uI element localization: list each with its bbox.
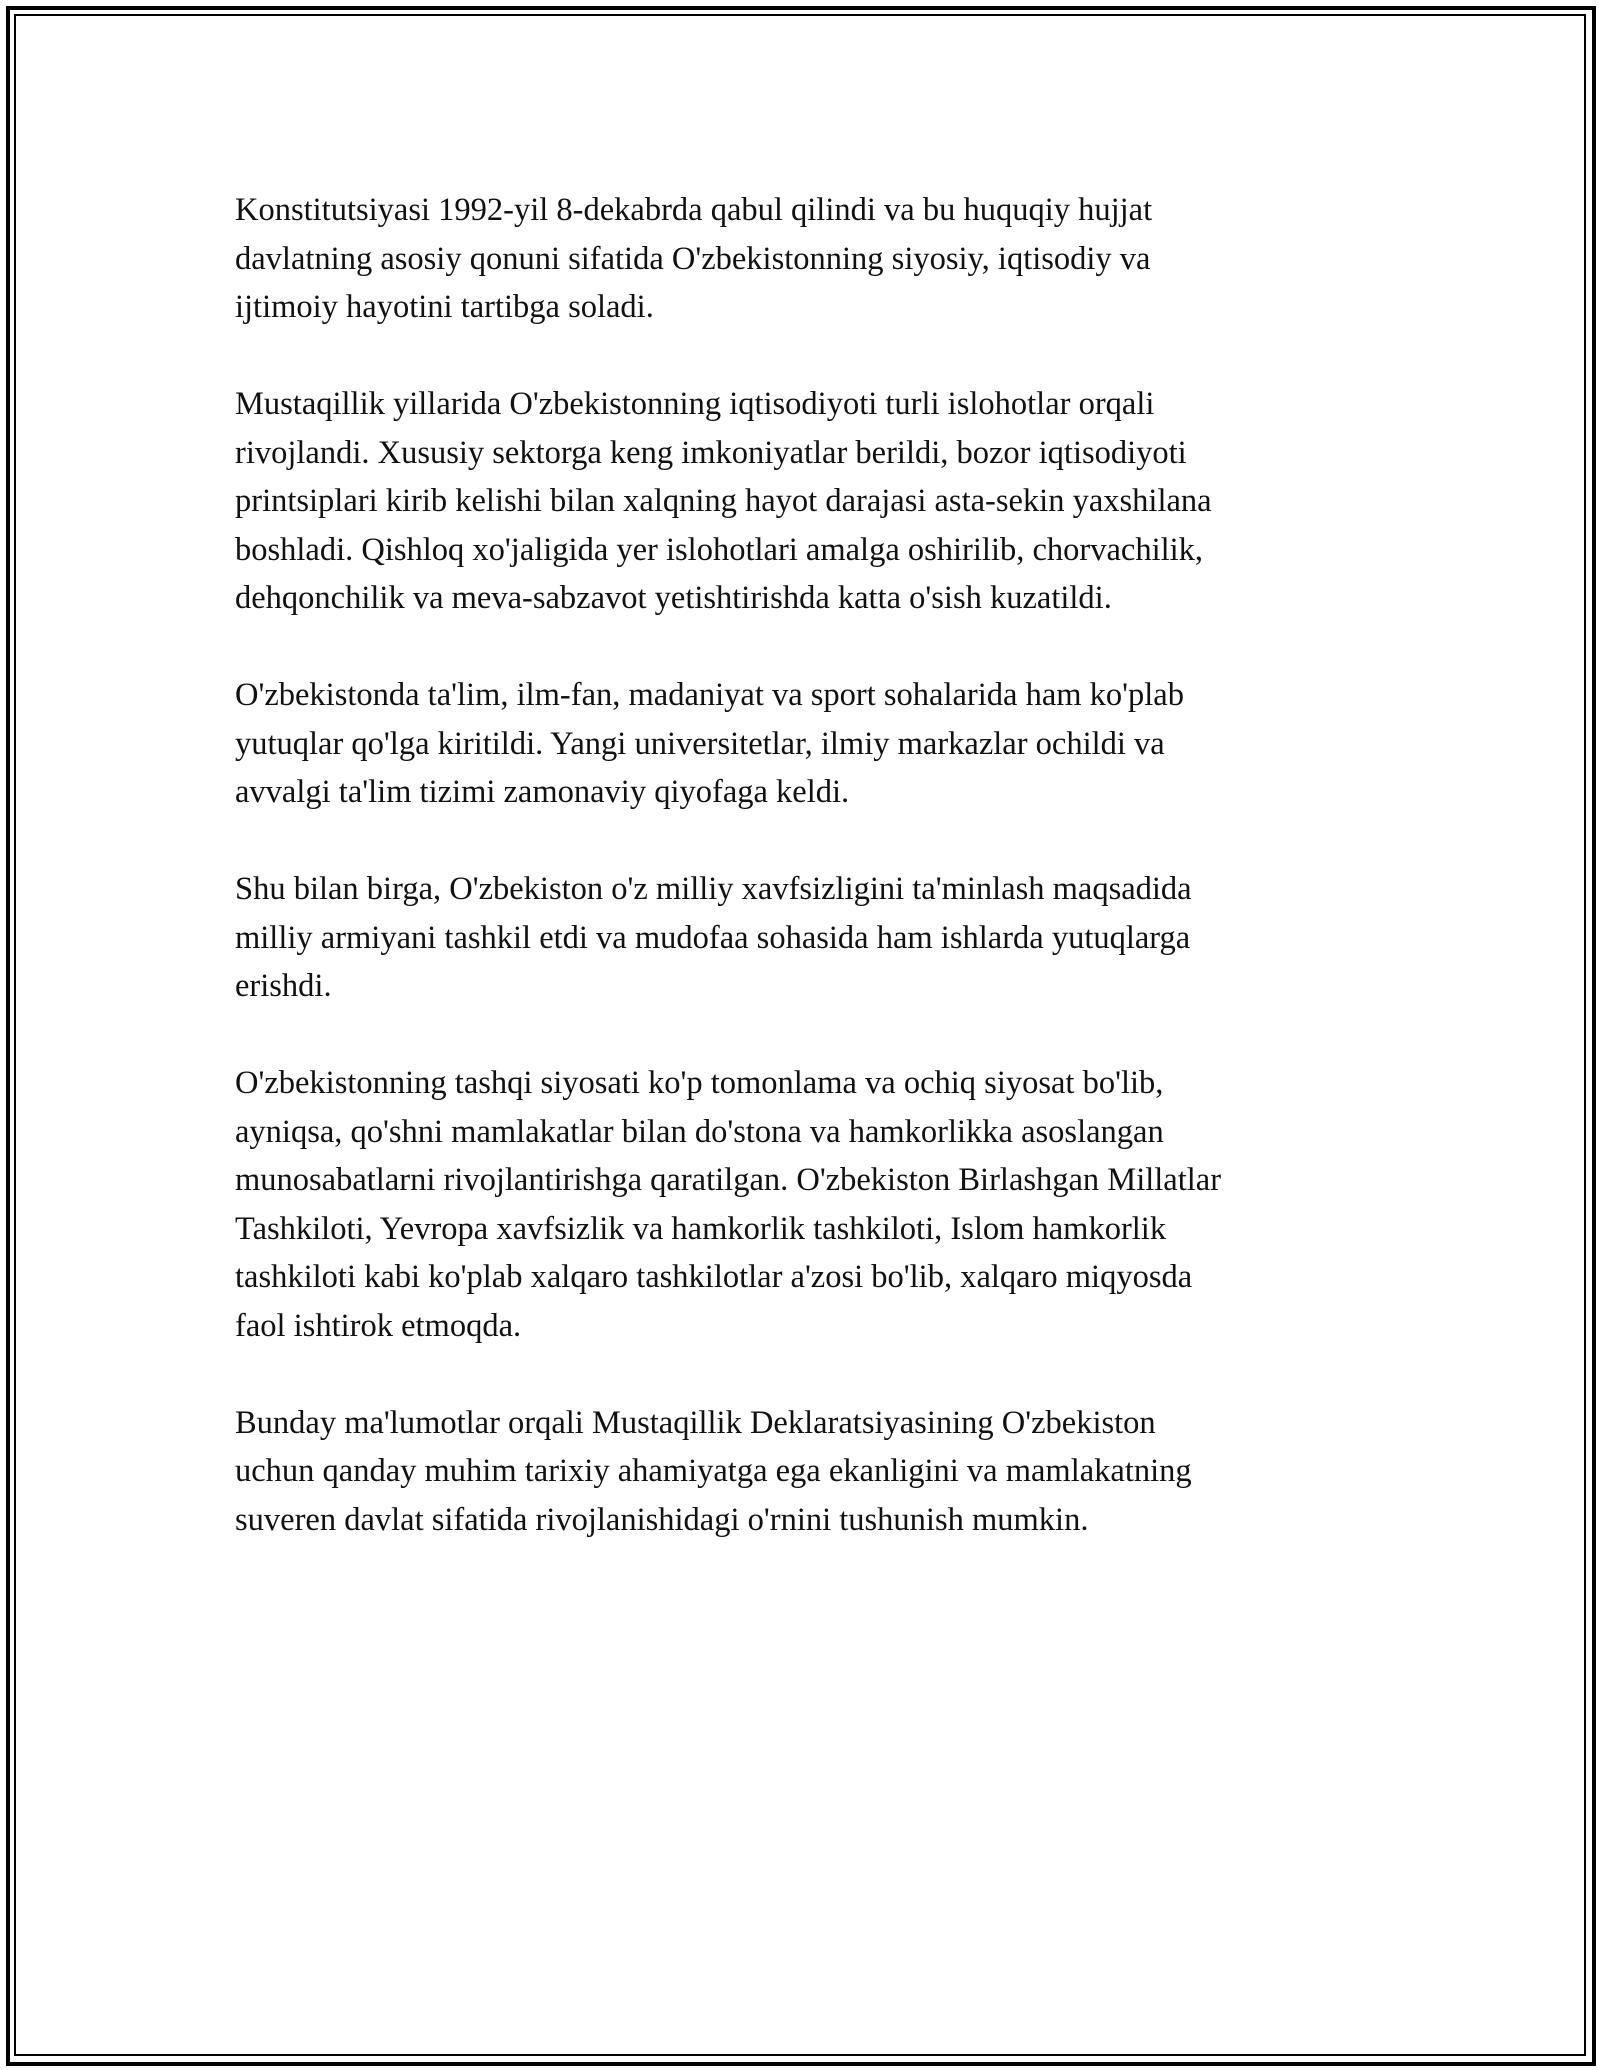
paragraph-education: O'zbekistonda ta'lim, ilm-fan, madaniyat va sport sohalarida ham ko'plab yutuqlar qo'lga kiritildi. Yangi universitetlar, ilmiy markazlar ochildi va avvalgi ta'lim tizimi zamonaviy qiyofaga keldi. <box>235 677 1184 810</box>
paragraph-economy: Mustaqillik yillarida O'zbekistonning iqtisodiyoti turli islohotlar orqali rivojlandi. Xususiy sektorga keng imkoniyatlar berildi, bozor iqtisodiyoti printsiplari kirib kelishi bilan xalqning hayot darajasi asta-sekin yaxshilana boshladi. Qishloq xo'jaligida yer islohotlari amalga oshirilib, chorvachilik, dehqonchilik va meva-sabzavot yetishtirishda katta o'sish kuzatildi. <box>235 386 1212 616</box>
paragraph-conclusion: Bunday ma'lumotlar orqali Mustaqillik Deklaratsiyasining O'zbekiston uchun qanday muhim tarixiy ahamiyatga ega ekanligini va mamlakatning suveren davlat sifatida rivojlanishidagi o'rnini tushunish mumkin. <box>235 1404 1192 1538</box>
paragraph-foreign-policy: O'zbekistonning tashqi siyosati ko'p tomonlama va ochiq siyosat bo'lib, ayniqsa, qo'shni mamlakatlar bilan do'stona va hamkorlikka asoslangan munosabatlarni rivojlantirishga qaratilgan. O'zbekiston Birlashgan Millatlar Tashkiloti, Yevropa xavfsizlik va hamkorlik tashkiloti, Islom hamkorlik tashkiloti kabi ko'plab xalqaro tashkilotlar a'zosi bo'lib, xalqaro miqyosda faol ishtirok etmoqda. <box>235 1065 1222 1344</box>
document-body <box>235 186 1365 1593</box>
paragraph-security: Shu bilan birga, O'zbekiston o'z milliy xavfsizligini ta'minlash maqsadida milliy armiyani tashkil etdi va mudofaa sohasida ham ishlarda yutuqlarga erishdi. <box>235 871 1192 1004</box>
paragraph-constitution: Konstitutsiyasi 1992-yil 8-dekabrda qabul qilindi va bu huquqiy hujjat davlatning asosiy qonuni sifatida O'zbekistonning siyosiy, iqtisodiy va ijtimoiy hayotini tartibga soladi. <box>235 192 1153 325</box>
